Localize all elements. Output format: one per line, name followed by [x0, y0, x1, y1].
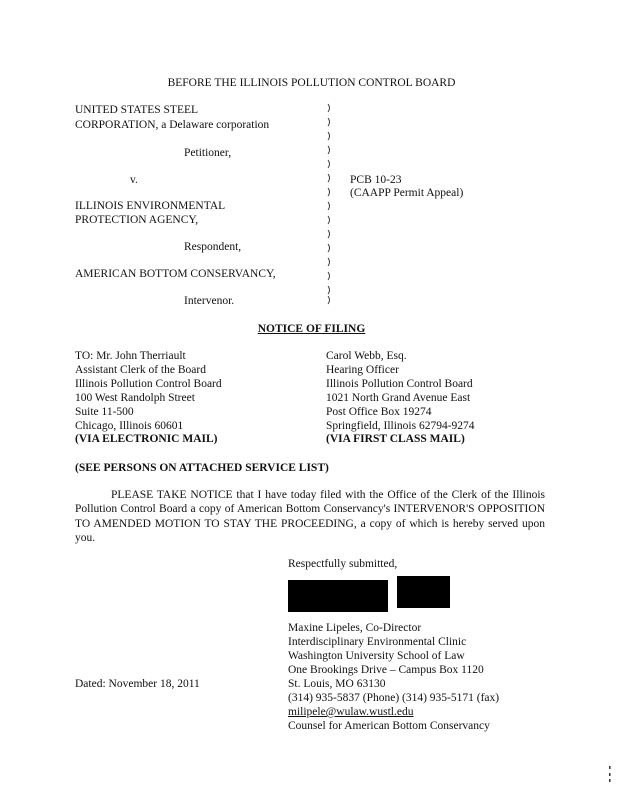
addressee-right-line2: Hearing Officer — [326, 364, 399, 376]
caption-paren-divider — [326, 101, 334, 311]
signature-line5: St. Louis, MO 63130 — [288, 678, 386, 690]
addressee-left-line3: Illinois Pollution Control Board — [75, 378, 222, 390]
addressee-left-line6: Chicago, Illinois 60601 — [75, 420, 184, 432]
intervenor-name: AMERICAN BOTTOM CONSERVANCY, — [75, 268, 276, 280]
signature-line2: Interdisciplinary Environmental Clinic — [288, 636, 467, 648]
case-number: PCB 10-23 — [350, 174, 402, 186]
redacted-signature-block-small — [397, 576, 450, 608]
addressee-left-line4: 100 West Randolph Street — [75, 392, 195, 404]
addressee-right-line4: 1021 North Grand Avenue East — [326, 392, 471, 404]
dated-line: Dated: November 18, 2011 — [75, 678, 200, 690]
respondent-name-line1: ILLINOIS ENVIRONMENTAL — [75, 200, 226, 212]
addressee-right-line5: Post Office Box 19274 — [326, 406, 432, 418]
case-type: (CAAPP Permit Appeal) — [350, 187, 464, 199]
paren-column-graphic — [326, 101, 334, 306]
scan-artifact-mark — [607, 765, 613, 788]
versus-label: v. — [130, 174, 138, 186]
respondent-role: Respondent, — [184, 241, 242, 253]
scan-dots-graphic — [607, 765, 613, 783]
petitioner-role: Petitioner, — [184, 147, 232, 159]
addressee-right-delivery: (VIA FIRST CLASS MAIL) — [326, 433, 465, 445]
addressee-right-line1: Carol Webb, Esq. — [326, 350, 407, 362]
page-heading: BEFORE THE ILLINOIS POLLUTION CONTROL BOARD — [167, 77, 456, 89]
signature-email-link[interactable]: milipele@wulaw.wustl.edu — [288, 706, 414, 718]
addressee-right-line3: Illinois Pollution Control Board — [326, 378, 473, 390]
service-list-note: (SEE PERSONS ON ATTACHED SERVICE LIST) — [75, 462, 329, 474]
closing-line: Respectfully submitted, — [288, 558, 398, 570]
intervenor-role: Intervenor. — [184, 295, 235, 307]
signature-line4: One Brookings Drive – Campus Box 1120 — [288, 664, 484, 676]
petitioner-name-line1: UNITED STATES STEEL — [75, 104, 199, 116]
redacted-signature-block — [288, 580, 388, 612]
signature-line8: Counsel for American Bottom Conservancy — [288, 720, 490, 732]
signature-line1: Maxine Lipeles, Co-Director — [288, 622, 422, 634]
addressee-left-line1: TO: Mr. John Therriault — [75, 350, 186, 362]
signature-line3: Washington University School of Law — [288, 650, 465, 662]
notice-body-paragraph: PLEASE TAKE NOTICE that I have today filed with the Office of the Clerk of the Illinois Pollution Control Board a copy of American Bottom Conservancy's INTERVENOR'S OPPOSITION TO AMENDED MOTION TO STAY THE PROCEEDING, a copy of which is hereby served upon you. — [75, 489, 545, 545]
notice-title: NOTICE OF FILING — [257, 323, 366, 335]
respondent-name-line2: PROTECTION AGENCY, — [75, 214, 199, 226]
signature-line6: (314) 935-5837 (Phone) (314) 935-5171 (fax) — [288, 692, 500, 704]
addressee-left-line2: Assistant Clerk of the Board — [75, 364, 206, 376]
addressee-right-line6: Springfield, Illinois 62794-9274 — [326, 420, 475, 432]
addressee-left-line5: Suite 11-500 — [75, 406, 134, 418]
petitioner-name-line2: CORPORATION, a Delaware corporation — [75, 119, 270, 131]
addressee-left-delivery: (VIA ELECTRONIC MAIL) — [75, 433, 218, 445]
